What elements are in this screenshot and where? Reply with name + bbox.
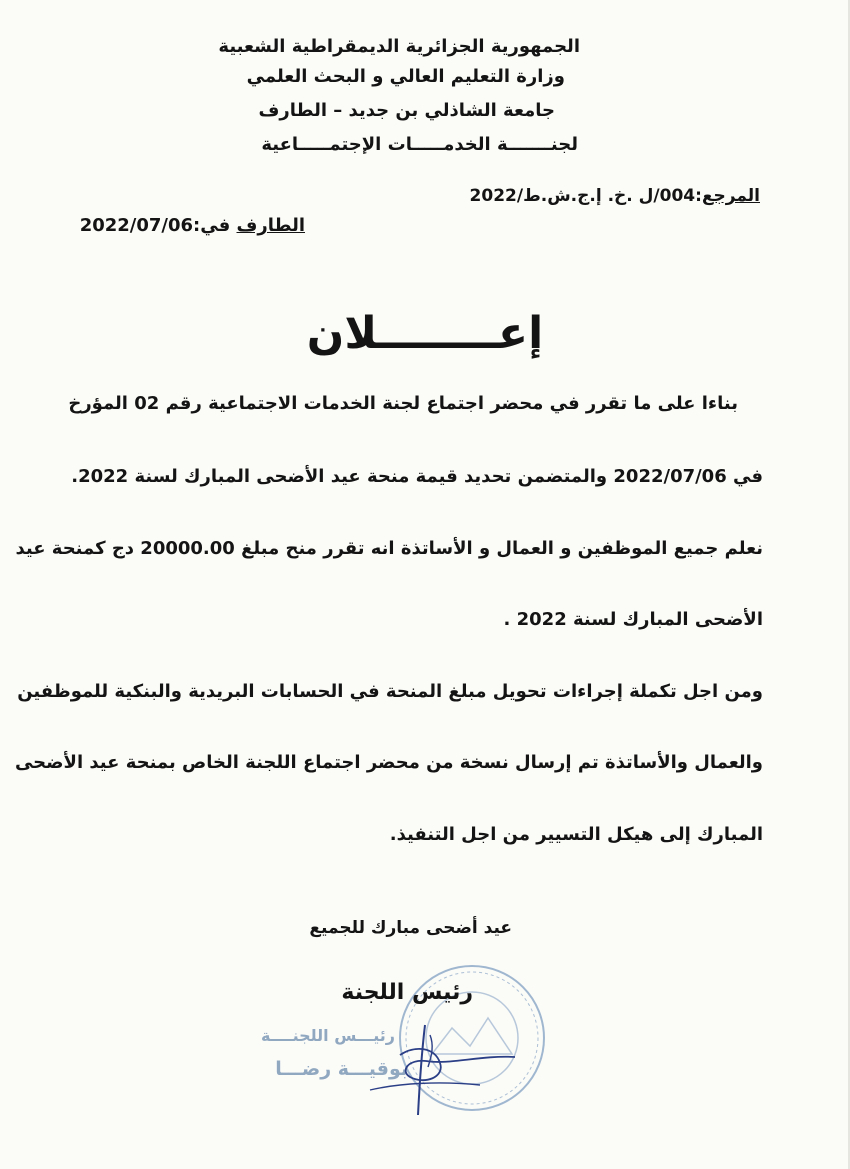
body-line-5: ومن اجل تكملة إجراءات تحويل مبلغ المنحة في الحسابات البريدية والبنكية للموظفين xyxy=(17,681,763,702)
body-line-2: في 2022/07/06 والمتضمن تحديد قيمة منحة عيد الأضحى المبارك لسنة 2022. xyxy=(71,466,763,487)
stamp-name: بوقيـــة رضـــا xyxy=(275,1058,408,1080)
signature-title: رئيس اللجنة xyxy=(341,980,473,1005)
handwritten-signature xyxy=(330,1015,530,1125)
body-line-1: بناءا على ما تقرر في محضر اجتماع لجنة الخدمات الاجتماعية رقم 02 المؤرخ xyxy=(68,393,738,414)
header-committee: لجنـــــــة الخدمـــــات الإجتمـــــاعية xyxy=(261,134,578,155)
reference-value: :004/ل .خ. إ.ج.ش.ط/2022 xyxy=(469,186,702,206)
announcement-title: إعــــــــلان xyxy=(306,308,544,359)
body-line-3: نعلم جميع الموظفين و العمال و الأساتذة انه تقرر منح مبلغ 20000.00 دج كمنحة عيد xyxy=(15,538,763,559)
place-label: الطارف xyxy=(236,215,305,236)
header-university: جامعة الشاذلي بن جديد – الطارف xyxy=(258,100,555,121)
body-line-6: والعمال والأساتذة تم إرسال نسخة من محضر اجتماع اللجنة الخاص بمنحة عيد الأضحى xyxy=(14,752,763,773)
place-date-line xyxy=(0,215,305,236)
closing-greeting: عيد أضحى مبارك للجميع xyxy=(309,918,512,938)
reference-line xyxy=(0,186,760,206)
date-value: في:2022/07/06 xyxy=(79,215,237,236)
header-republic: الجمهورية الجزائرية الديمقراطية الشعبية xyxy=(218,36,580,57)
header-ministry: وزارة التعليم العالي و البحث العلمي xyxy=(246,66,565,87)
body-line-7: المبارك إلى هيكل التسيير من اجل التنفيذ. xyxy=(389,824,763,845)
reference-label: المرجع xyxy=(701,186,760,206)
stamp-role: رئيـــس اللجنــــة xyxy=(260,1026,395,1045)
body-line-4: الأضحى المبارك لسنة 2022 . xyxy=(503,609,763,630)
